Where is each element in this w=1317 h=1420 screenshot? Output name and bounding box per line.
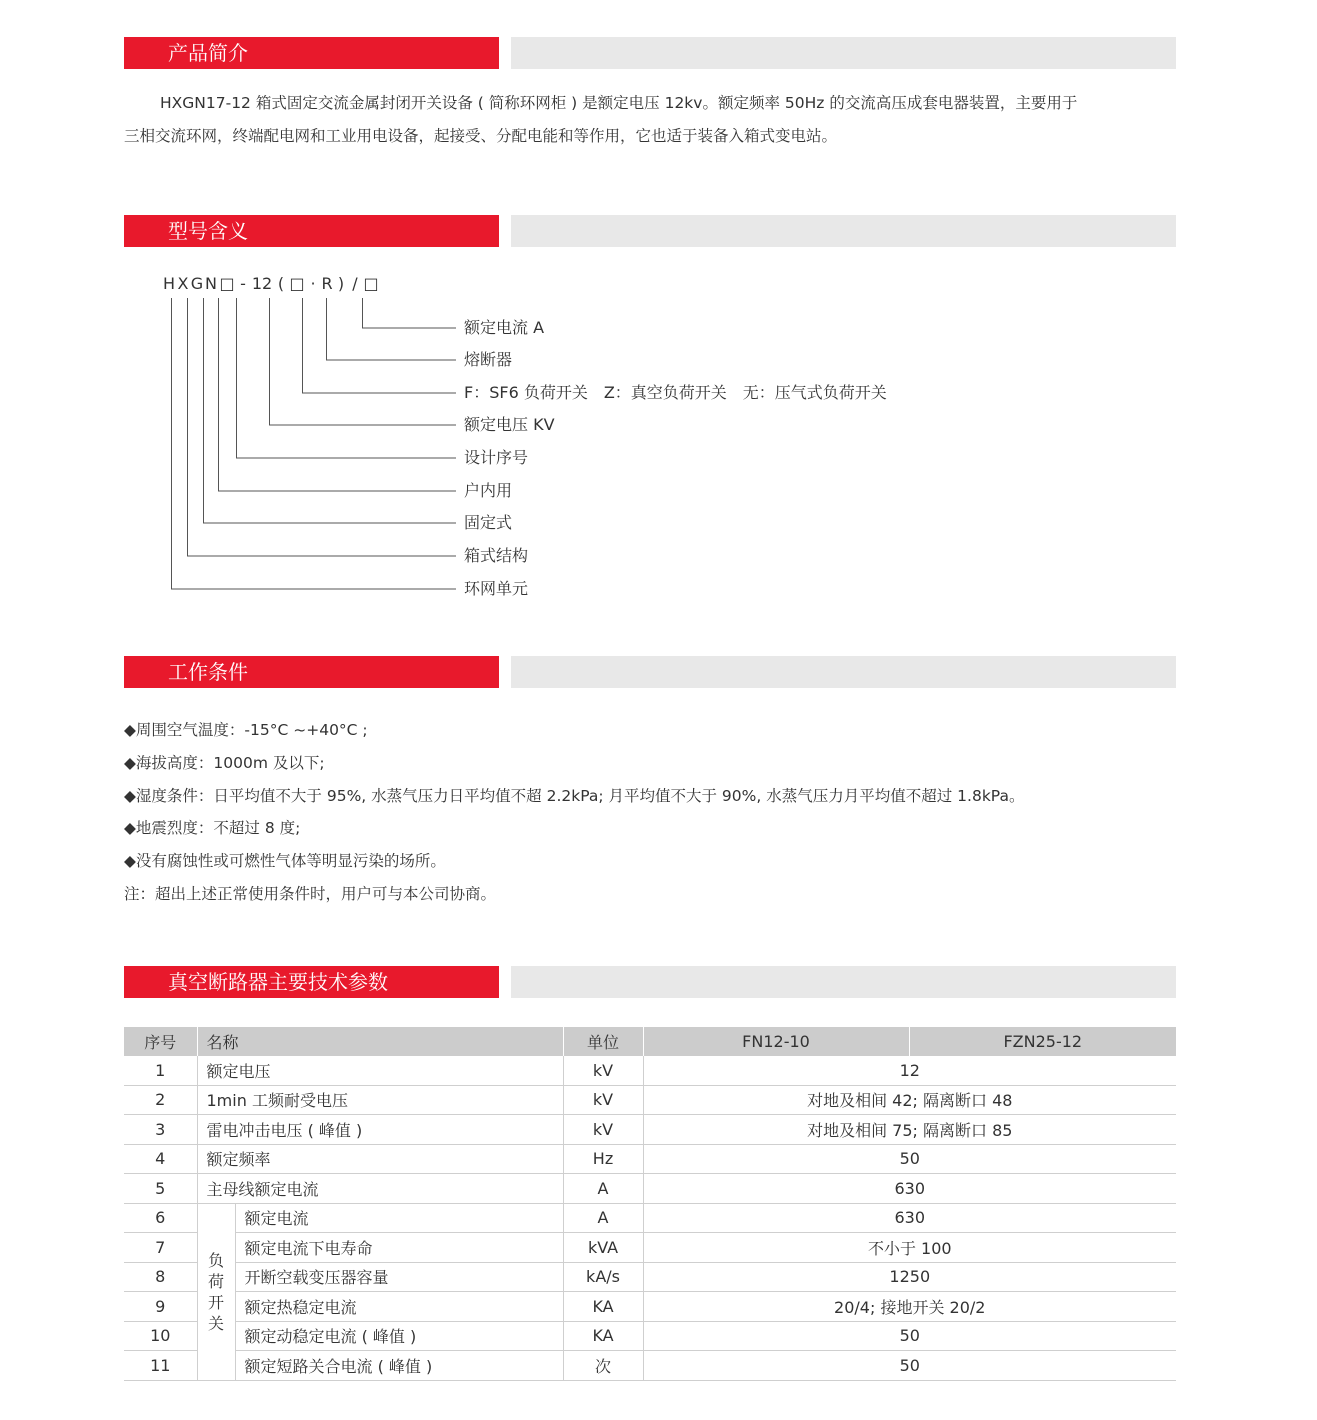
- cell-no: 11: [124, 1351, 197, 1381]
- code-char: G: [190, 274, 204, 293]
- cell-value: 630: [643, 1174, 1176, 1204]
- cell-value: 12: [643, 1056, 1176, 1085]
- code-char: R: [321, 274, 333, 293]
- table-row: [124, 1203, 1176, 1233]
- cell-unit: kV: [563, 1085, 643, 1115]
- cell-unit: 次: [563, 1351, 643, 1381]
- legend-line: [363, 298, 457, 328]
- code-char: ·: [310, 274, 316, 293]
- legend-label: 环网单元: [464, 579, 529, 598]
- cell-value: 1250: [643, 1262, 1176, 1292]
- cell-no: 6: [124, 1203, 197, 1233]
- legend-label: 箱式结构: [464, 546, 529, 565]
- legend-line: [270, 298, 457, 425]
- condition-item: ◆湿度条件：日平均值不大于 95%, 水蒸气压力日平均值不超 2.2kPa; 月平均值不大于 90%, 水蒸气压力月平均值不超过 1.8kPa。: [124, 787, 1025, 805]
- cell-name: 主母线额定电流: [197, 1174, 563, 1204]
- cell-value: 50: [643, 1351, 1176, 1381]
- section-header-params: [124, 966, 1176, 998]
- section-title: 型号含义: [124, 215, 499, 247]
- cell-value: 不小于 100: [643, 1233, 1176, 1263]
- header-bar: [511, 966, 1176, 998]
- header-name: 名称: [197, 1027, 563, 1056]
- group-label-load-switch: [197, 1203, 235, 1380]
- legend-label: 熔断器: [464, 350, 513, 369]
- legend-line: [237, 298, 457, 458]
- table-header-row: [124, 1027, 1176, 1056]
- cell-no: 2: [124, 1085, 197, 1115]
- legend-line: [204, 298, 457, 523]
- header-bar: [511, 656, 1176, 688]
- cell-no: 7: [124, 1233, 197, 1263]
- condition-note: 注：超出上述正常使用条件时，用户可与本公司协商。: [124, 885, 497, 903]
- cell-name: 雷电冲击电压 ( 峰值 ): [197, 1115, 563, 1145]
- cell-no: 9: [124, 1292, 197, 1322]
- legend-label: 额定电流 A: [464, 318, 545, 337]
- section-title: 产品简介: [124, 37, 499, 69]
- cell-unit: kV: [563, 1115, 643, 1145]
- intro-line: 三相交流环网，终端配电网和工业用电设备，起接受、分配电能和等作用，它也适于装备入箱式变电站。: [124, 127, 838, 145]
- code-char: □: [363, 274, 379, 293]
- cell-name: 额定动稳定电流 ( 峰值 ): [235, 1321, 563, 1351]
- header-bar: [511, 37, 1176, 69]
- table-row: [124, 1115, 1176, 1145]
- table-row: [124, 1351, 1176, 1381]
- cell-name: 额定频率: [197, 1144, 563, 1174]
- table-row: [124, 1174, 1176, 1204]
- code-char: N: [205, 274, 217, 293]
- legend-label: 户内用: [464, 481, 513, 500]
- cell-unit: Hz: [563, 1144, 643, 1174]
- cell-no: 8: [124, 1262, 197, 1292]
- legend-line: [327, 298, 457, 360]
- code-char: □: [289, 274, 305, 293]
- code-char: ): [337, 274, 345, 293]
- header-no: 序号: [124, 1027, 197, 1056]
- cell-name: 额定电流下电寿命: [235, 1233, 563, 1263]
- table-row: [124, 1292, 1176, 1322]
- header-model-fzn25: FZN25-12: [909, 1027, 1176, 1056]
- cell-name: 额定电流: [235, 1203, 563, 1233]
- cell-no: 10: [124, 1321, 197, 1351]
- cell-value: 50: [643, 1321, 1176, 1351]
- cell-no: 4: [124, 1144, 197, 1174]
- legend-label: 额定电压 KV: [464, 415, 555, 434]
- group-char: 开: [207, 1292, 224, 1312]
- section-title: 真空断路器主要技术参数: [124, 966, 499, 998]
- legend-line: [219, 298, 457, 491]
- header-model-fn12: FN12-10: [643, 1027, 909, 1056]
- code-char: X: [177, 274, 189, 293]
- legend-label: 固定式: [464, 513, 513, 532]
- condition-item: ◆周围空气温度：-15°C ~+40°C ;: [124, 721, 368, 739]
- legend-line: [188, 298, 457, 556]
- table-row: [124, 1056, 1176, 1085]
- cell-unit: A: [563, 1203, 643, 1233]
- section-title: 工作条件: [124, 656, 499, 688]
- model-code: [162, 270, 380, 298]
- table-row: [124, 1144, 1176, 1174]
- group-char: 荷: [207, 1271, 224, 1291]
- cell-name: 1min 工频耐受电压: [197, 1085, 563, 1115]
- cell-name: 额定热稳定电流: [235, 1292, 563, 1322]
- table-row: [124, 1321, 1176, 1351]
- cell-unit: kA/s: [563, 1262, 643, 1292]
- cell-value: 630: [643, 1203, 1176, 1233]
- cell-unit: A: [563, 1174, 643, 1204]
- cell-no: 3: [124, 1115, 197, 1145]
- cell-unit: KA: [563, 1292, 643, 1322]
- spec-table: [124, 1027, 1176, 1381]
- code-char: □: [219, 274, 235, 293]
- cell-unit: kVA: [563, 1233, 643, 1263]
- section-header-model: [124, 215, 1176, 247]
- cell-value: 对地及相间 75; 隔离断口 85: [643, 1115, 1176, 1145]
- group-char: 关: [207, 1313, 224, 1333]
- section-header-intro: [124, 37, 1176, 69]
- group-char: 负: [207, 1250, 224, 1270]
- table-row: [124, 1262, 1176, 1292]
- header-unit: 单位: [563, 1027, 643, 1056]
- cell-name: 开断空载变压器容量: [235, 1262, 563, 1292]
- table-row: [124, 1085, 1176, 1115]
- header-bar: [511, 215, 1176, 247]
- legend-line: [303, 298, 457, 393]
- condition-item: ◆没有腐蚀性或可燃性气体等明显污染的场所。: [124, 852, 446, 870]
- code-char: (: [277, 274, 285, 293]
- condition-item: ◆地震烈度：不超过 8 度;: [124, 819, 301, 837]
- intro-paragraph: [124, 87, 1176, 153]
- code-char: /: [352, 274, 358, 293]
- cell-value: 对地及相间 42; 隔离断口 48: [643, 1085, 1176, 1115]
- section-header-conditions: [124, 656, 1176, 688]
- legend-label: 设计序号: [464, 448, 529, 467]
- cell-name: 额定短路关合电流 ( 峰值 ): [235, 1351, 563, 1381]
- cell-value: 20/4; 接地开关 20/2: [643, 1292, 1176, 1322]
- table-row: [124, 1233, 1176, 1263]
- legend-line: [172, 298, 457, 589]
- code-char: 12: [251, 274, 273, 293]
- intro-line: HXGN17-12 箱式固定交流金属封闭开关设备 ( 简称环网柜 ) 是额定电压 12kv。额定频率 50Hz 的交流高压成套电器装置，主要用于: [160, 94, 1078, 112]
- cell-name: 额定电压: [197, 1056, 563, 1085]
- condition-item: ◆海拔高度：1000m 及以下;: [124, 754, 325, 772]
- cell-value: 50: [643, 1144, 1176, 1174]
- cell-unit: kV: [563, 1056, 643, 1085]
- legend-label: F：SF6 负荷开关 Z：真空负荷开关 无：压气式负荷开关: [464, 383, 887, 402]
- cell-no: 5: [124, 1174, 197, 1204]
- cell-unit: KA: [563, 1321, 643, 1351]
- code-char: -: [240, 274, 246, 293]
- cell-no: 1: [124, 1056, 197, 1085]
- code-char: H: [162, 274, 176, 293]
